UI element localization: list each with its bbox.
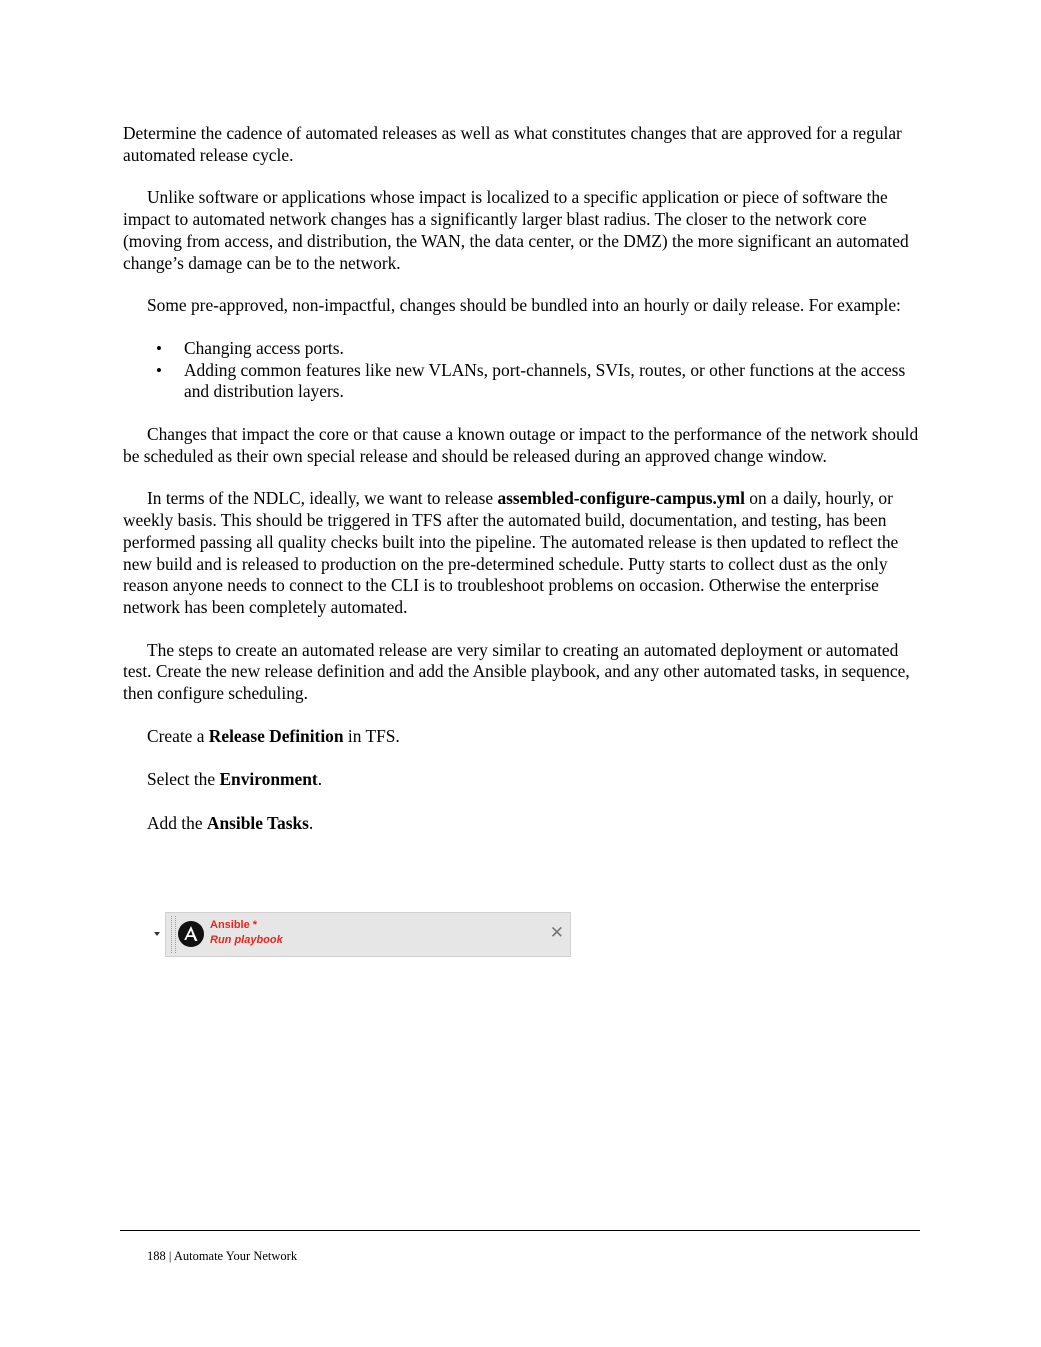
task-subtitle: Run playbook bbox=[210, 934, 283, 946]
ansible-task-item[interactable] bbox=[165, 912, 571, 957]
paragraph-blast-radius: Unlike software or applications whose impact is localized to a specific application or piece of software the impact to automated network changes has a significantly larger blast radius. The closer to the network core (moving from access, and distribution, the WAN, the data center, or the DMZ) the more significant an automated change’s damage can be to the network. bbox=[123, 187, 909, 273]
step-bold: Ansible Tasks bbox=[206, 813, 309, 834]
drag-handle-icon[interactable] bbox=[171, 916, 176, 953]
paragraph-core-changes: Changes that impact the core or that cause a known outage or impact to the performance of the network should be scheduled as their own special release and should be released during an approved change window. bbox=[123, 424, 919, 466]
paragraph-cadence: Determine the cadence of automated releases as well as what constitutes changes that are approved for a regular automated release cycle. bbox=[123, 123, 902, 165]
step-text: . bbox=[317, 769, 323, 790]
close-icon[interactable]: ✕ bbox=[549, 923, 564, 943]
step-text: Create a bbox=[147, 725, 209, 746]
step-text: in TFS. bbox=[343, 725, 400, 746]
step-text: Select the bbox=[147, 769, 220, 790]
footer-divider bbox=[120, 1230, 920, 1231]
bullet-icon: • bbox=[156, 360, 162, 380]
ansible-task-screenshot bbox=[150, 912, 571, 957]
ndlc-text-before: In terms of the NDLC, ideally, we want to release bbox=[147, 488, 498, 509]
step-bold: Environment bbox=[219, 769, 318, 790]
list-item bbox=[123, 338, 923, 360]
list-item-text: Changing access ports. bbox=[184, 337, 344, 358]
page-footer: 188 | Automate Your Network bbox=[147, 1249, 298, 1263]
step-bold: Release Definition bbox=[208, 725, 344, 746]
step-create-release bbox=[123, 726, 923, 748]
page-body bbox=[123, 123, 923, 857]
step-text: Add the bbox=[147, 813, 207, 834]
task-title: Ansible * bbox=[210, 919, 258, 931]
bullet-icon: • bbox=[156, 338, 162, 358]
list-item bbox=[123, 360, 923, 403]
paragraph-pre-approved: Some pre-approved, non-impactful, changes should be bundled into an hourly or daily release. For example: bbox=[147, 295, 901, 316]
expand-caret-icon[interactable] bbox=[154, 932, 160, 936]
list-item-text: Adding common features like new VLANs, port-channels, SVIs, routes, or other functions at the access and distribution layers. bbox=[184, 359, 906, 402]
playbook-filename: assembled-configure-campus.yml bbox=[497, 488, 745, 509]
paragraph-ndlc bbox=[123, 488, 923, 618]
paragraph-steps-intro: The steps to create an automated release are very similar to creating an automated deployment or automated test. Create the new release definition and add the Ansible playbook, and any other automated tasks, in sequence, then configure scheduling. bbox=[123, 639, 910, 704]
step-text: . bbox=[308, 813, 314, 834]
step-select-environment bbox=[123, 769, 923, 791]
ndlc-text-after: on a daily, hourly, or weekly basis. This should be triggered in TFS after the automated build, documentation, and testing, has been performed passing all quality checks built into the pipeline. The automated release is then updated to reflect the new build and is released to production on the pre-determined schedule. Putty starts to collect dust as the only reason anyone needs to connect to the CLI is to troubleshoot problems on occasion. Otherwise the enterprise network has been completely automated. bbox=[123, 488, 899, 617]
ansible-logo-icon bbox=[178, 921, 204, 947]
step-add-ansible-tasks bbox=[123, 813, 923, 835]
bullet-list bbox=[123, 338, 923, 403]
